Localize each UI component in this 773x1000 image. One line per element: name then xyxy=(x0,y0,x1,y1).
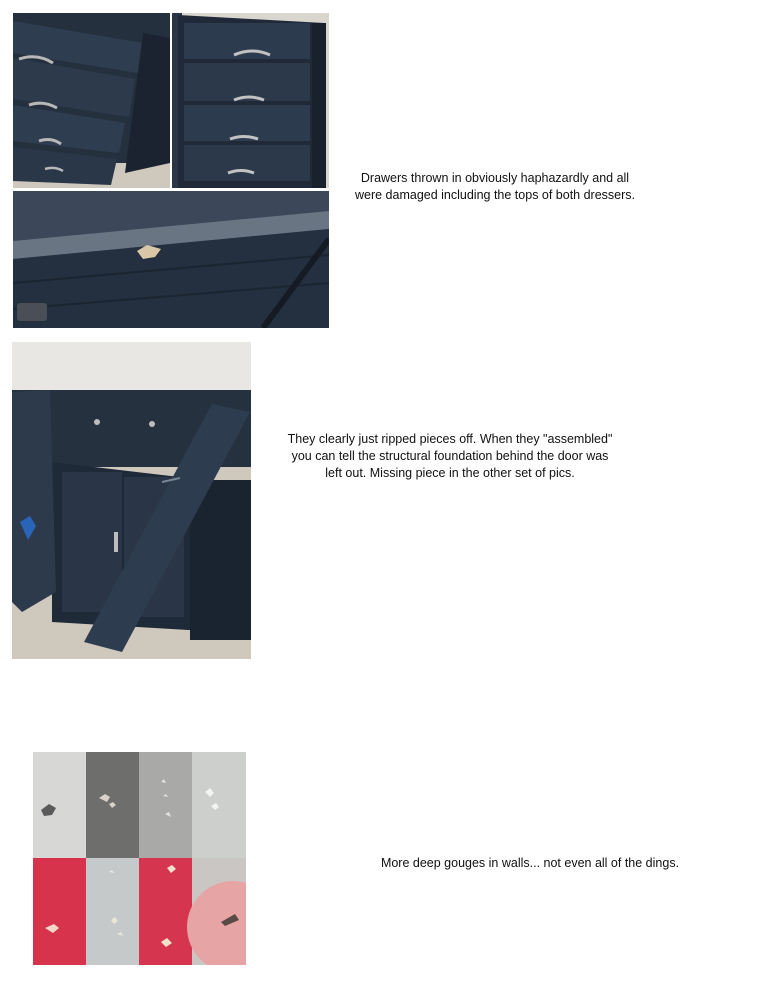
caption-line: were damaged including the tops of both dressers. xyxy=(354,188,636,202)
dresser-damage-caption xyxy=(340,170,650,204)
broken-pieces-caption xyxy=(270,431,630,482)
dresser-drawers-photo-left xyxy=(13,13,170,188)
caption-line: Drawers thrown in obviously haphazardly and all xyxy=(360,171,630,185)
caption-line: They clearly just ripped pieces off. When they "assembled" xyxy=(287,432,613,446)
wall-gouges-photo-grid xyxy=(33,752,246,965)
caption-line: left out. Missing piece in the other set of pics. xyxy=(325,466,575,480)
broken-dresser-pieces-photo xyxy=(12,342,251,659)
caption-line: More deep gouges in walls... not even all of the dings. xyxy=(380,856,680,870)
caption-line: you can tell the structural foundation behind the door was xyxy=(291,449,609,463)
dresser-drawers-photo-right xyxy=(172,13,329,188)
dresser-top-damage-photo xyxy=(13,191,329,328)
wall-gouges-caption xyxy=(360,855,700,872)
